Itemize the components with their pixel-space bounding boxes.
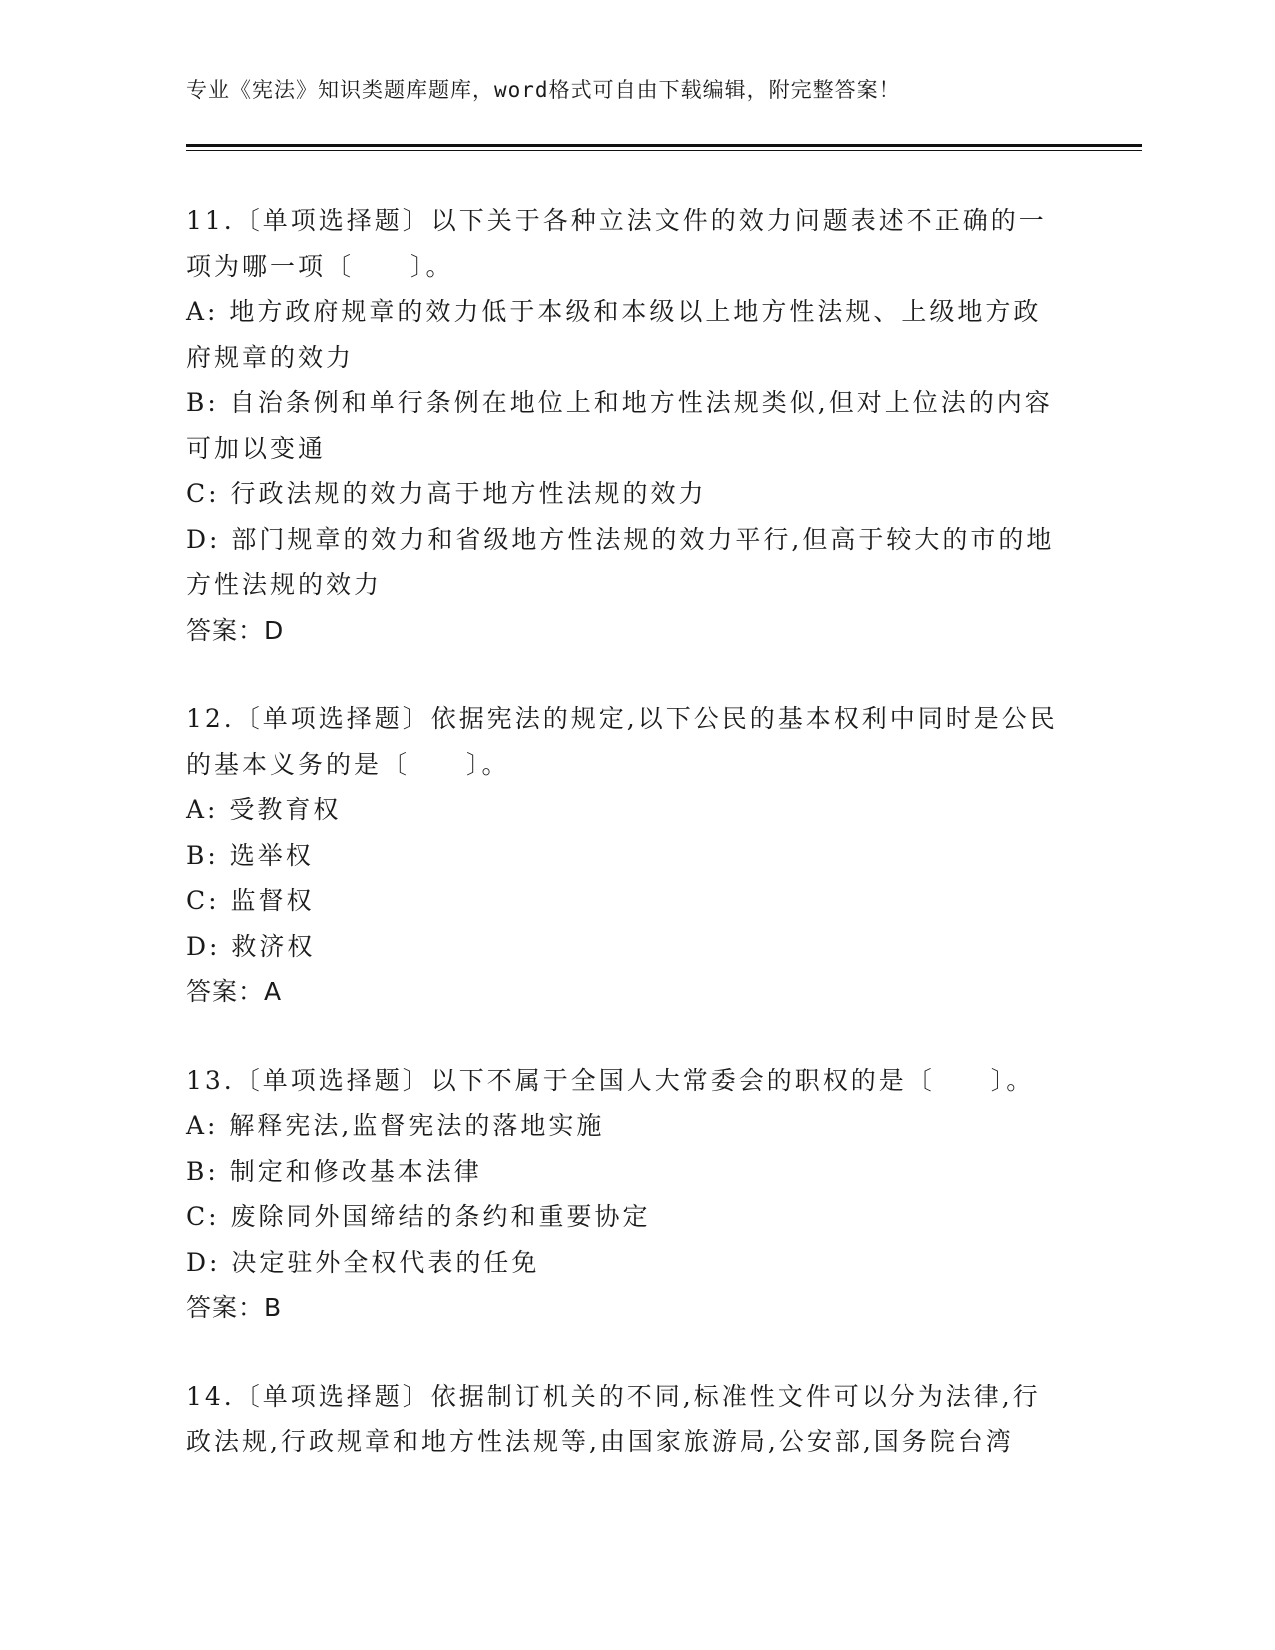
question-14 <box>186 1374 1066 1465</box>
option-d: D: 部门规章的效力和省级地方性法规的效力平行,但高于较大的市的地方性法规的效力 <box>186 524 1055 599</box>
question-12 <box>186 696 1066 1015</box>
question-text: 12.〔单项选择题〕依据宪法的规定,以下公民的基本权利中同时是公民的基本义务的是〔 〕。 <box>186 704 1058 779</box>
header-rule-thin <box>186 150 1142 151</box>
option-b: B: 制定和修改基本法律 <box>186 1156 482 1186</box>
question-text: 14.〔单项选择题〕依据制订机关的不同,标准性文件可以分为法律,行政法规,行政规章和地方性法规等,由国家旅游局,公安部,国务院台湾 <box>186 1381 1041 1456</box>
header-rule-thick <box>186 144 1142 147</box>
question-11 <box>186 198 1066 653</box>
option-a: A: 地方政府规章的效力低于本级和本级以上地方性法规、上级地方政府规章的效力 <box>186 297 1042 372</box>
option-b: B: 选举权 <box>186 840 314 870</box>
option-c: C: 行政法规的效力高于地方性法规的效力 <box>186 479 707 508</box>
question-text: 13.〔单项选择题〕以下不属于全国人大常委会的职权的是〔 〕。 <box>186 1065 1035 1095</box>
option-c: C: 废除同外国缔结的条约和重要协定 <box>186 1202 651 1231</box>
option-d: D: 决定驻外全权代表的任免 <box>186 1247 540 1277</box>
option-b: B: 自治条例和单行条例在地位上和地方性法规类似,但对上位法的内容可加以变通 <box>186 388 1053 463</box>
question-13 <box>186 1058 1066 1331</box>
option-a: A: 解释宪法,监督宪法的落地实施 <box>186 1111 605 1140</box>
question-list <box>186 198 1066 1508</box>
question-text: 11.〔单项选择题〕以下关于各种立法文件的效力问题表述不正确的一项为哪一项〔 〕。 <box>186 206 1047 281</box>
option-a: A: 受教育权 <box>186 795 342 824</box>
document-header: 专业《宪法》知识类题库题库，word格式可自由下载编辑，附完整答案！ <box>186 78 901 102</box>
answer: 答案：A <box>186 977 283 1006</box>
answer: 答案：D <box>186 615 285 645</box>
answer: 答案：B <box>186 1293 283 1322</box>
option-d: D: 救济权 <box>186 931 316 961</box>
option-c: C: 监督权 <box>186 886 315 915</box>
